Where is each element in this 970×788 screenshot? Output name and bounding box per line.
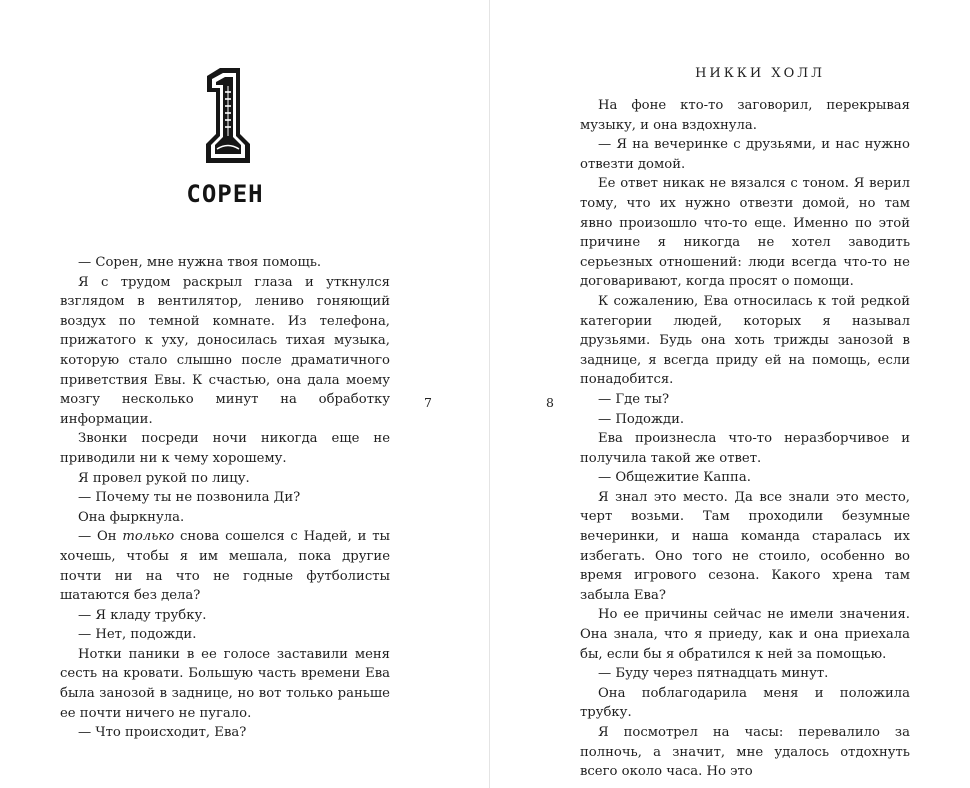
paragraph: К сожалению, Ева относилась к той редкой категории людей, которых я называл друзьями. Будь она хоть трижды занозой в заднице, я всегда приду ей на помощь, если понадобится. [580, 293, 910, 388]
paragraph [60, 527, 390, 605]
paragraph: Ее ответ никак не вязался с тоном. Я верил тому, что их нужно отвезти домой, но там явно произошло что-то еще. Именно по этой причине я никогда не хотел заводить серьезных отношений: люди всегда что-то не договаривают, когда просят о помощи. [580, 176, 910, 290]
paragraph: На фоне кто-то заговорил, перекрывая музыку, и она вздохнула. [580, 98, 910, 133]
paragraph: — Что происходит, Ева? [78, 725, 247, 741]
paragraph: — Я кладу трубку. [78, 607, 207, 623]
paragraph: — Где ты? [598, 391, 670, 407]
paragraph: Ева произнесла что-то неразборчивое и получила такой же ответ. [580, 431, 910, 466]
chapter-title: СОРЕН [186, 180, 264, 208]
paragraph: Но ее причины сейчас не имели значения. Она знала, что я приеду, как и она приехала бы, если бы я обратился к ней за помощью. [580, 607, 910, 662]
paragraph: Я провел рукой по лицу. [78, 470, 250, 486]
paragraph: — Почему ты не позвонила Ди? [78, 490, 301, 506]
left-page-body [60, 253, 390, 743]
chapter-numeral-emblem [203, 66, 253, 166]
paragraph-text: снова сошелся с Надей, и ты хочешь, чтобы я им мешала, пока другие почти ни на что не годные футболисты шатаются без дела? [60, 529, 390, 604]
page-number-right: 8 [546, 395, 554, 410]
paragraph: Она фыркнула. [78, 509, 185, 525]
paragraph: — Нет, подожди. [78, 627, 197, 643]
paragraph: Я посмотрел на часы: перевалило за полночь, а значит, мне удалось отдохнуть всего около часа. Но это [580, 725, 910, 780]
paragraph-text: — Он [78, 529, 123, 545]
paragraph: — Сорен, мне нужна твоя помощь. [78, 255, 322, 270]
running-head-author: НИККИ ХОЛЛ [695, 66, 825, 81]
right-page-body [580, 96, 910, 782]
page-number-left: 7 [424, 395, 432, 410]
paragraph: Звонки посреди ночи никогда еще не приводили ни к чему хорошему. [60, 431, 390, 466]
paragraph: — Подожди. [598, 411, 685, 427]
paragraph: — Общежитие Каппа. [598, 470, 751, 486]
paragraph: Нотки паники в ее голосе заставили меня сесть на кровати. Большую часть времени Ева была занозой в заднице, но вот только раньше ее почти ничего не пугало. [60, 646, 390, 721]
paragraph: Я знал это место. Да все знали это место, черт возьми. Там проходили безумные вечеринки, и наша команда старалась их избегать. Оно того не стоило, особенно во время игрового сезона. Какого хрена там забыла Ева? [580, 489, 910, 603]
right-page [490, 0, 970, 788]
paragraph: Я с трудом раскрыл глаза и уткнулся взглядом в вентилятор, лениво гоняющий воздух по темной комнате. Из телефона, прижатого к уху, доносилась тихая музыка, которую стало слышно после драматичного приветствия Евы. К счастью, она дала моему мозгу несколько минут на обработку информации. [60, 274, 390, 427]
paragraph: Она поблагодарила меня и положила трубку. [580, 685, 910, 721]
emphasis: только [122, 529, 175, 545]
paragraph: — Буду через пятнадцать минут. [598, 666, 829, 682]
paragraph: — Я на вечеринке с друзьями, и нас нужно отвезти домой. [580, 137, 910, 172]
